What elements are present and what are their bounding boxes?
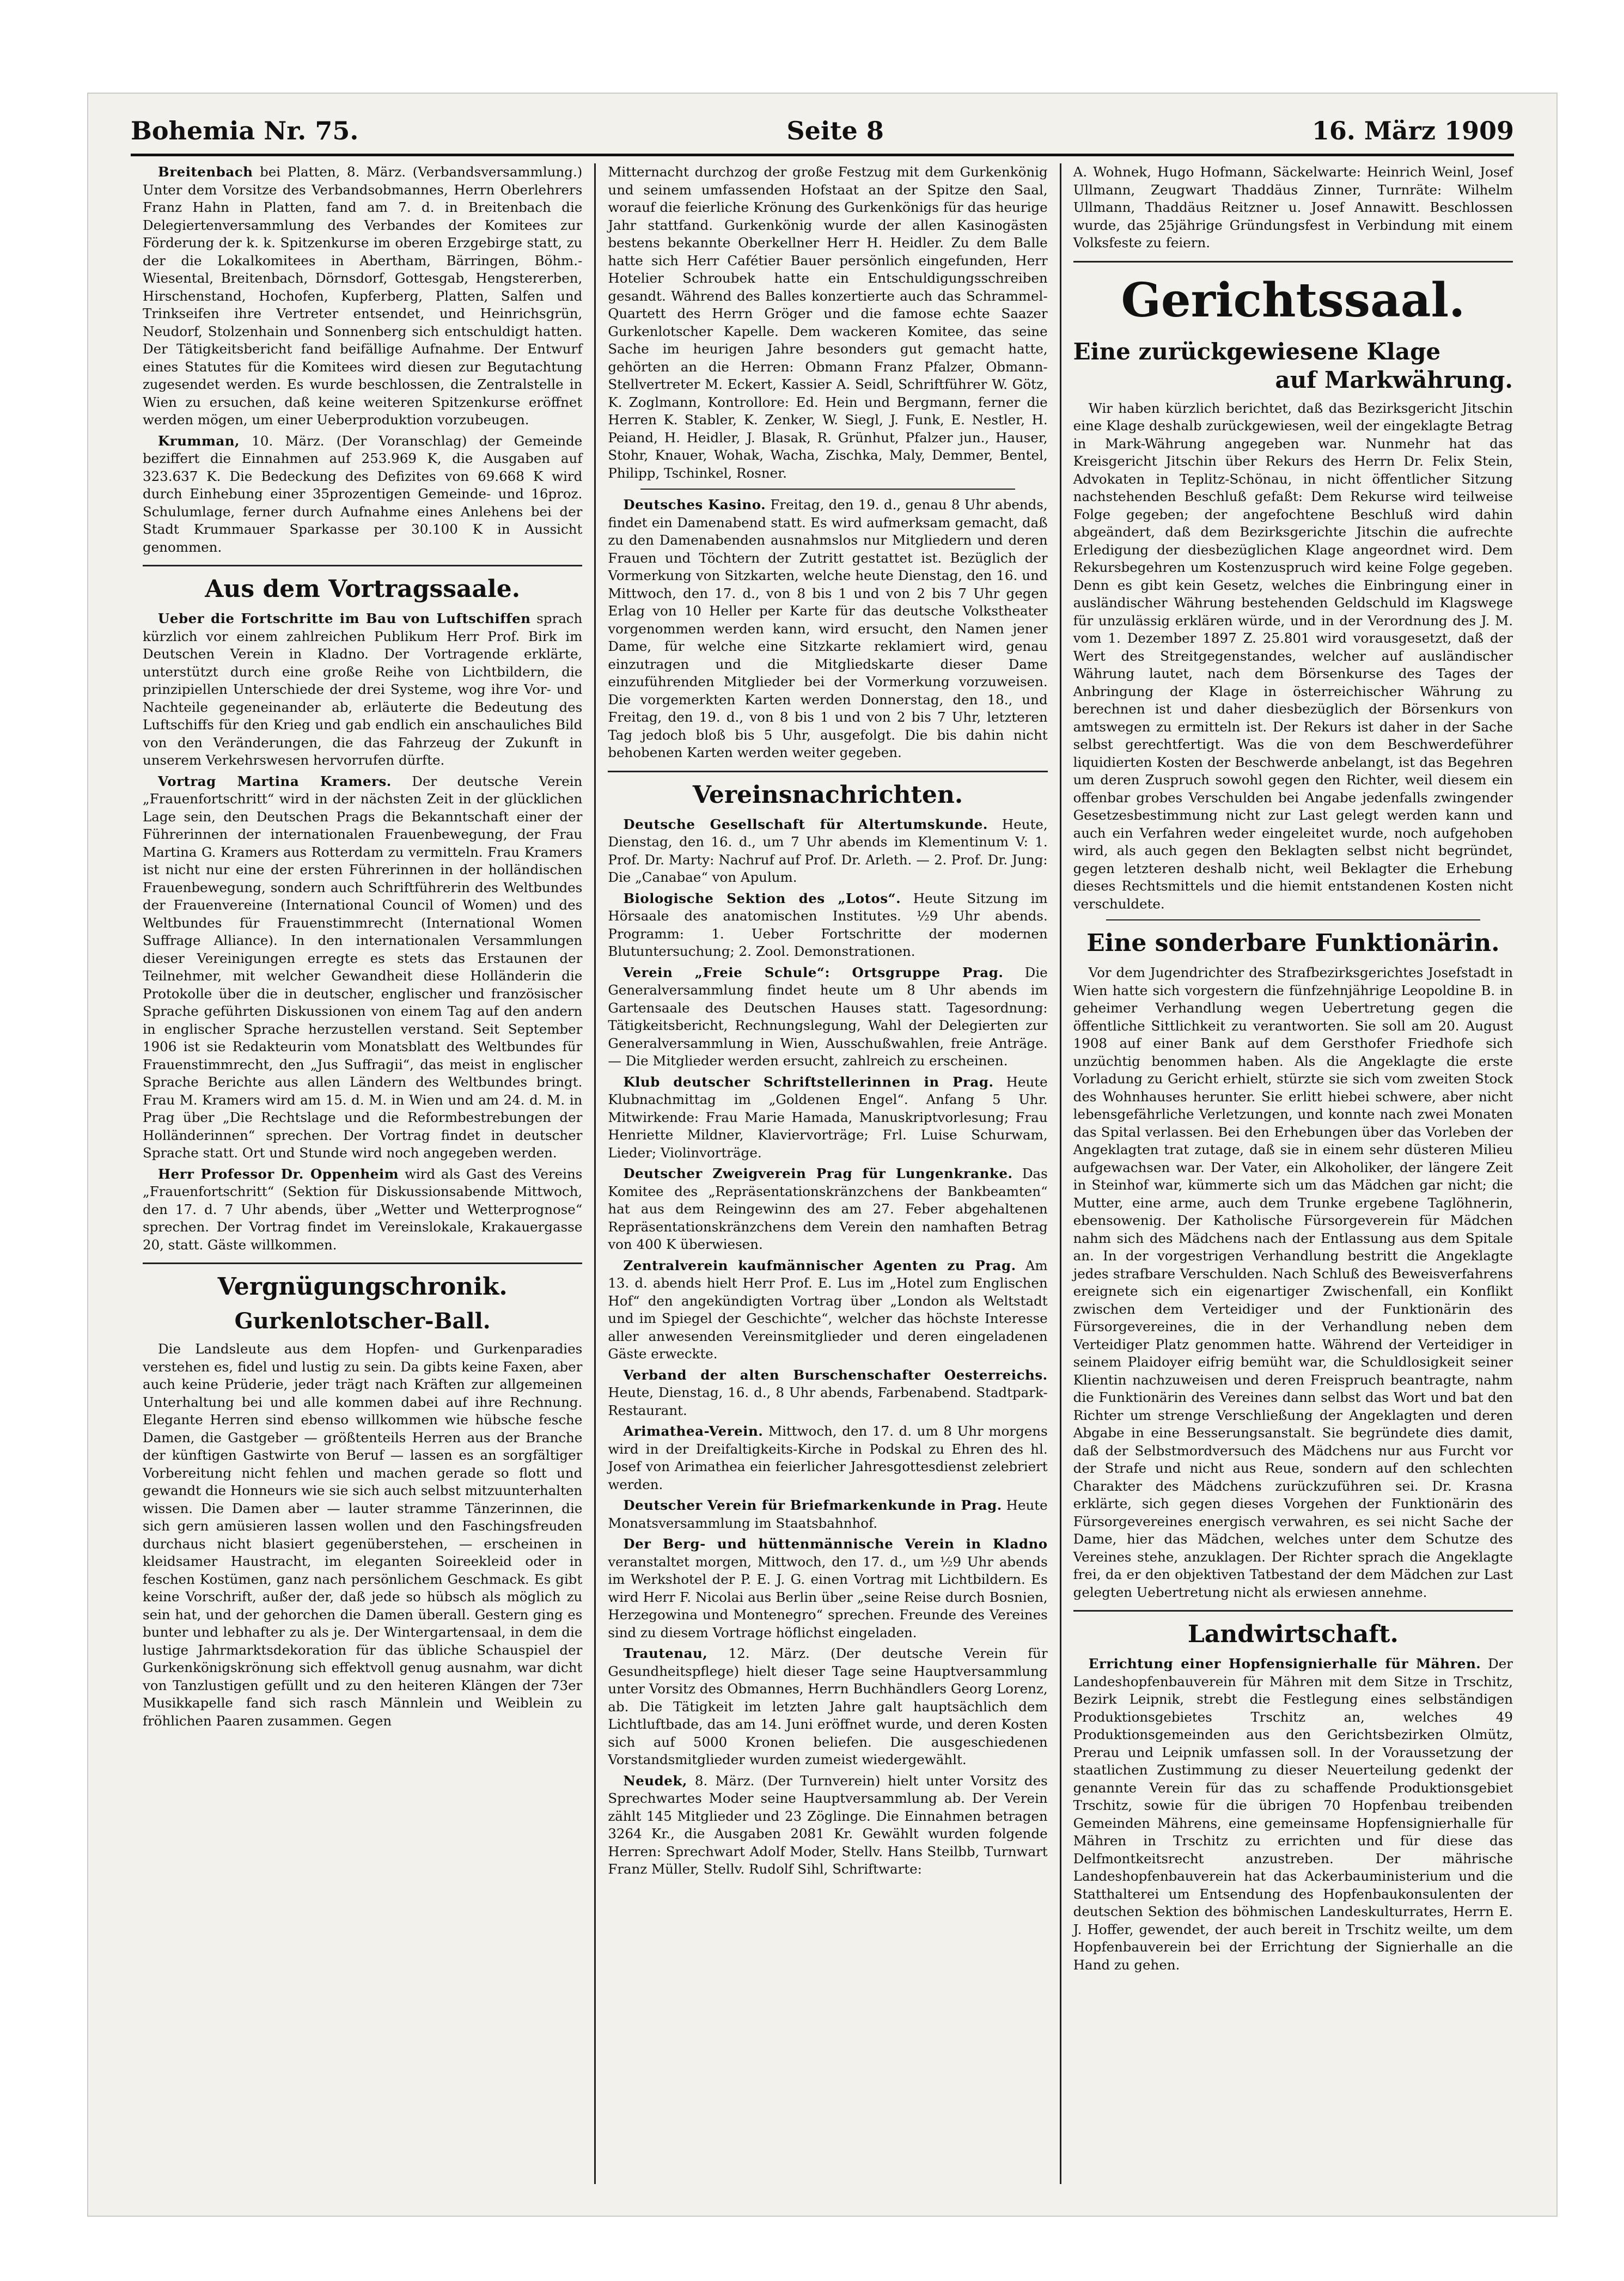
notice-lead: Neudek, xyxy=(623,1772,687,1789)
section-heading-gerichtssaal: Gerichtssaal. xyxy=(1121,272,1466,328)
notice-bergverein xyxy=(608,1535,1047,1642)
notice-text: Heute, Dienstag, den 16. d., um 7 Uhr abends im Klementinum V: 1. Prof. Dr. Marty: Nachruf auf Prof. Dr. Arleth. — 2. Prof. Dr. Jung: Die „Canabae“ von Apulum. xyxy=(608,816,1048,885)
column-3 xyxy=(1060,163,1525,2184)
notice-lead: Deutsche Gesellschaft für Altertumskunde. xyxy=(623,816,988,832)
notice-lungenkranke xyxy=(608,1165,1047,1254)
section-divider xyxy=(1073,1610,1513,1612)
subheading-klage-line1: Eine zurückgewiesene Klage xyxy=(1073,338,1441,365)
article-lead: Deutsches Kasino. xyxy=(623,497,766,513)
article-gurkenball: Die Landsleute aus dem Hopfen- und Gurkenparadies verstehen es, fidel und lustig zu sein. Da gibts keine Faxen, aber auch keine Prüderie, jeder trägt nach Kräften zur allgemeinen Unterhaltung bei und alle kommen dabei auf ihre Rechnung. Elegante Herren sind ebenso willkommen wie hübsche fesche Damen, die Gastgeber — größtenteils Herren aus der Branche der künftigen Gastwirte von Beruf — lassen es an sorgfältiger Vorbereitung nicht fehlen und machen gerade so flott und gewandt die Honneurs wie sie sich auch selbst mitzuunterhalten wissen. Die Damen aber — lauter stramme Tänzerinnen, die sich gern amüsieren lassen wollen und den Faschingsfreuden durchaus nicht blasiert gegenüberstehen, — erscheinen in kleidsamer Haustracht, im eleganten Soireekleid oder in feschen Kostümen, ganz nach persönlichem Geschmack. Es gibt keine Vorschrift, außer der, daß jede so hübsch als möglich zu sein hat, und der gehorchen die Damen überall. Gestern ging es bunter und lebhafter zu als je. Der Wintergartensaal, in dem die lustige Jahrmarktsdekoration für das übliche Schauspiel der Gurkenkönigskrönung sich effektvoll genug ausnahm, war dicht von Tanzlustigen gefüllt und zu den heiteren Klängen der 73er Musikkapelle fand sich rasch Männlein und Weiblein zu fröhlichen Paaren zusammen. Gegen xyxy=(143,1341,583,1729)
masthead-page-number: Seite 8 xyxy=(786,116,884,145)
article-lead: Breitenbach xyxy=(158,164,253,180)
subheading-gurkenball: Gurkenlotscher-Ball. xyxy=(234,1308,491,1334)
notice-text: 12. März. (Der deutsche Verein für Gesundheitspflege) hielt dieser Tage seine Hauptversammlung unter Vorsitz des Obmannes, Herrn Buchhändlers Georg Lorenz, ab. Die Tätigkeit im letzten Jahre galt hauptsächlich dem Lichtluftbade, das am 14. Juni eröffnet wurde, und deren Kosten sich auf 5000 Kronen beliefen. Die ausgeschiedenen Vorstandsmitglieder wurden zumeist wiedergewählt. xyxy=(608,1645,1048,1767)
section-divider xyxy=(143,565,582,566)
article-breitenbach xyxy=(143,163,582,429)
column-1 xyxy=(131,163,594,2184)
article-lead: Ueber die Fortschritte im Bau von Luftschiffen xyxy=(158,611,531,626)
masthead-rule xyxy=(131,154,1514,156)
article-klage: Wir haben kürzlich berichtet, daß das Bezirksgericht Jitschin eine Klage deshalb zurückgewiesen, weil der eingeklagte Betrag in Mark-Währung angegeben war. Nunmehr hat das Kreisgericht Jitschin über Rekurs des Herrn Dr. Felix Stein, Advokaten in Teplitz-Schönau, in nicht öffentlicher Sitzung nachstehenden Beschluß gefaßt: Dem Rekurse wird teilweise Folge gegeben; der angefochtene Beschluß wird dahin abgeändert, daß dem Bezirksgerichte Jitschin die aufrechte Erledigung der diesbezüglichen Klage angeordnet wird. Dem Rekursbegehren um Kostenzuspruch wird keine Folge gegeben. Denn es gibt kein Gesetz, welches die Einbringung einer in ausländischer Währung bestehenden Geldschuld im Klagswege für unzulässig erklären würde, und in der Verordnung des J. M. vom 1. Dezember 1897 Z. 25.801 wird vorausgesetzt, daß der Wert des Streitgegenstandes, welcher auf ausländischer Währung lautet, nach dem Börsenkurse des Tages der Anbringung der Klage in österreichischer Währung zu berechnen ist und daher diesbezüglich der Börsenkurs von amtswegen zu ermitteln ist. Der Rekurs ist daher in der Sache selbst gerechtfertigt. Was die von dem Beschwerdeführer liquidierten Kosten der Beschwerde anbelangt, ist das Begehren um deren Zuspruch sowohl gegen den Richter, weil diesem ein offenbar grobes Verschulden bei Angabe jedenfalls zwingender Gesetzesbestimmung nicht zur Last gelegt werden kann und auch ein Verfahren weder eingeleitet wurde, noch aufgehoben wird, als auch gegen den Beklagten selbst nicht begründet, gegen letzteren deshalb nicht, weil Beklagter die Erhebung dieses Rechtsmittels und die hiemit entstandenen Kosten nicht verschuldete. xyxy=(1073,400,1513,912)
article-gurkenball-cont: Mitternacht durchzog der große Festzug mit dem Gurkenkönig und seinem umfassenden Hofstaat an der Spitze den Saal, worauf die feierliche Krönung des Gurkenkönigs für das heurige Jahr stattfand. Gurkenkönig wurde der allen Kasinogästen bestens bekannte Oberkellner Herr H. Heidler. Zu dem Balle hatte sich Herr Cafétier Bauer persönlich eingefunden, Herr Hotelier Schroubek hatte ein Entschuldigungsschreiben gesandt. Während des Balles konzertierte auch das Schrammel-Quartett des Herrn Gröger und die famose echte Saazer Gurkenlotscher Kapelle. Dem wackeren Komitee, das seine Sache im heurigen Jahre besonders gut gemacht hatte, gehörten an die Herren: Obmann Franz Pfalzer, Obmann-Stellvertreter M. Eckert, Kassier A. Seidl, Schriftführer W. Götz, K. Zoglmann, Kontrollore: Ed. Hein und Bergmann, ferner die Herren K. Stabler, K. Zenker, W. Siegl, J. Funk, E. Nestler, H. Peiand, H. Heidler, J. Blasak, R. Grünhut, Pfalzer jun., Hauser, Stohr, Knauer, Wohak, Wacha, Zischka, Maly, Demmer, Bentel, Philipp, Tschinkel, Rosner. xyxy=(608,164,1048,481)
notice-lead: Biologische Sektion des „Lotos“. xyxy=(623,890,901,906)
notice-lead: Deutscher Verein für Briefmarkenkunde in Prag. xyxy=(623,1497,1002,1513)
article-hopfenhalle xyxy=(1073,1655,1513,1974)
notice-text: Heute Klubnachmittag im „Goldenen Engel“. Anfang 5 Uhr. Mitwirkende: Frau Marie Hamada, Manuskriptvorlesung; Frau Henriette Mildner, Klaviervorträge; Frl. Luise Schurwam, Lieder; Violinvorträge. xyxy=(608,1074,1048,1161)
article-lead: Errichtung einer Hopfensignierhalle für Mähren. xyxy=(1088,1656,1481,1672)
notice-text: Die Generalversammlung findet heute um 8 Uhr abends im Gartensaale des Deutschen Hauses statt. Tagesordnung: Tätigkeitsbericht, Rechnungslegung, Wahl der Delegierten zur Generalversammlung in Wien, Ausschußwahlen, freie Anträge. — Die Mitglieder werden ersucht, zahlreich zu erscheinen. xyxy=(608,964,1048,1069)
article-kramers xyxy=(143,773,582,1162)
article-divider xyxy=(1106,919,1480,920)
notice-lead: Arimathea-Verein. xyxy=(623,1423,764,1439)
notice-text: Das Komitee des „Repräsentationskränzchens der Bankbeamten“ hat aus dem Reingewinn des am 27. Feber abgehaltenen Repräsentationskränzchens dem Verein den namhaften Betrag von 400 K überwiesen. xyxy=(608,1166,1048,1252)
notice-text: Am 13. d. abends hielt Herr Prof. E. Lus im „Hotel zum Englischen Hof“ den angekündigten Vortrag über „London als Weltstadt und im Spiegel der Geschichte“, welcher das höchste Interesse aller anwesenden Vereinsmitglieder und deren eingeladenen Gäste erweckte. xyxy=(608,1257,1048,1362)
section-heading-vergnuegung: Vergnügungschronik. xyxy=(217,1273,508,1301)
notice-briefmarken xyxy=(608,1497,1047,1532)
notice-text: 8. März. (Der Turnverein) hielt unter Vorsitz des Sprechwartes Moder seine Hauptversammlung ab. Der Verein zählt 145 Mitglieder und 23 Zöglinge. Die Einnahmen betragen 3264 Kr., die Ausgaben 2081 Kr. Gewählt wurden folgende Herren: Sprechwart Adolf Moder, Stellv. Hans Steilbb, Turnwart Franz Müller, Stellv. Rudolf Sihl, Schriftwarte: xyxy=(608,1772,1048,1877)
masthead-issue: Bohemia Nr. 75. xyxy=(131,116,359,145)
notice-lead: Verband der alten Burschenschafter Oesterreichs. xyxy=(623,1367,1048,1383)
notice-arimathea xyxy=(608,1423,1047,1493)
article-text: sprach kürzlich vor einem zahlreichen Publikum Herr Prof. Birk im Deutschen Verein in Kladno. Der Vortragende erklärte, unterstützt durch eine große Reihe von Lichtbildern, die prinzipiellen Unterschiede der drei Systeme, wog ihre Vor- und Nachteile gegeneinander ab, erläuterte die Bedeutung des Luftschiffs für den Krieg und gab endlich ein anschauliches Bild von den Veränderungen, die das Fahrzeug der Zukunft in unserem Verkehrswesen hervorrufen dürfte. xyxy=(143,611,583,768)
section-heading-landwirtschaft: Landwirtschaft. xyxy=(1187,1620,1399,1648)
notice-lead: Klub deutscher Schriftstellerinnen in Prag. xyxy=(623,1074,994,1090)
article-funktionaerin: Vor dem Jugendrichter des Strafbezirksgerichtes Josefstadt in Wien hatte sich vorgestern die fünfzehnjährige Leopoldine B. in geheimer Verhandlung wegen Uebertretung gegen die öffentliche Sittlichkeit zu verantworten. Sie soll am 20. August 1908 auf einer Bank auf dem Gersthofer Friedhofe sich unzüchtig benommen haben. Als die Angeklagte die erste Vorladung zu Gericht erhielt, stürzte sie sich vom zweiten Stock des Wohnhauses herunter. Sie erlitt hiebei schwere, aber nicht lebensgefährliche Verletzungen, und konnte nach zwei Monaten das Spital verlassen. Bei den Erhebungen über das Vorleben der Angeklagten trat zutage, daß sie in einem sehr düsteren Milieu aufgewachsen war. Der Vater, ein Alkoholiker, der längere Zeit in Steinhof war, kümmerte sich um das Mädchen gar nicht; die Mutter, eine arme, auch dem Trunke ergebene Taglöhnerin, ebensowenig. Der Katholische Fürsorgeverein für Mädchen nahm sich des Mädchens nach der Entlassung aus dem Spitale an. In der vorgestrigen Verhandlung bestritt die Angeklagte jedes strafbare Verschulden. Nach Schluß des Beweisverfahrens ereignete sich ein eigenartiger Zwischenfall, ein Konflikt zwischen dem Verteidiger und der Funktionärin des Fürsorgevereines, die in der Verhandlung neben dem Verteidiger Platz genommen hatte. Während der Verteidiger in seinem Plaidoyer eifrig bemüht war, die Schuldlosigkeit seiner Klientin nachzuweisen und deren Freispruch beantragte, nahm die Funktionärin des Vereines dann selbst das Wort und bat den Richter um strenge Verschließung der Angeklagten und deren Abgabe in eine Besserungsanstalt. Sie begründete dies damit, daß der Selbstmordversuch des Mädchens nur aus Furcht vor der Strafe und nicht aus Reue, sondern auf den schlechten Charakter des Mädchens zurückzuführen sei. Dr. Krasna erklärte, sich gegen dieses Vorgehen der Funktionärin des Fürsorgevereines energisch verwahren, es sei nicht Sache der Dame, hier das Mädchen, welches unter dem Schutze des Vereines stehe, anzuklagen. Der Richter sprach die Angeklagte frei, da er den objektiven Tatbestand der dem Mädchen zur Last gelegten Uebertretung nicht als erwiesen annehme. xyxy=(1073,965,1513,1600)
notice-text: Heute, Dienstag, 16. d., 8 Uhr abends, Farbenabend. Stadtpark-Restaurant. xyxy=(608,1385,1048,1418)
article-krumman xyxy=(143,432,582,557)
notice-text: Mittwoch, den 17. d. um 8 Uhr morgens wird in der Dreifaltigkeits-Kirche in Podskal zu Ehren des hl. Josef von Arimathea ein feierlicher Jahresgottesdienst zelebriert werden. xyxy=(608,1423,1048,1492)
article-text: wird als Gast des Vereins „Frauenfortschritt“ (Sektion für Diskussionsabende Mittwoch, den 17. d. 7 Uhr abends, über „Wetter und Wetterprognose“ sprechen. Der Vortrag findet im Vereinslokale, Krakauergasse 20, statt. Gäste willkommen. xyxy=(143,1166,583,1253)
article-divider xyxy=(640,489,1015,490)
section-heading-verein: Vereinsnachrichten. xyxy=(692,780,963,809)
article-lead: Vortrag Martina Kramers. xyxy=(158,773,392,789)
article-text: bei Platten, 8. März. (Verbandsversammlung.) Unter dem Vorsitze des Verbandsobmannes, Herrn Oberlehrers Franz Hahn in Platten, fand am 7. d. in Breitenbach die Delegiertenversammlung des Verbandes der Komitees zur Förderung der k. k. Spitzenkurse im oberen Erzgebirge statt, zu der die Lokalkomitees in Abertham, Bärringen, Böhm.-Wiesental, Breitenbach, Dörnsdorf, Gottesgab, Hengstererben, Hirschenstand, Hochofen, Kupferberg, Platten, Salfen und Trinkseifen ihre Vertreter entsendet, und Heinrichsgrün, Neudorf, Stolzenhain und Sonnenberg sich entschuldigt hatten. Der Tätigkeitsbericht fand beifällige Aufnahme. Der Entwurf eines Statutes für die Komitees wird diesen zur Begutachtung zugesendet werden. Es wurde beschlossen, die Zentralstelle in Wien zu ersuchen, daß keine weiteren Spitzenkurse eröffnet werden mögen, um einer Ueberproduktion vorzubeugen. xyxy=(143,164,583,428)
article-oppenheim xyxy=(143,1166,582,1254)
section-divider xyxy=(1073,261,1513,263)
subheading-funktionaerin: Eine sonderbare Funktionärin. xyxy=(1086,929,1500,957)
subheading-klage-line2: auf Markwährung. xyxy=(1275,366,1513,393)
notice-text: veranstaltet morgen, Mittwoch, den 17. d., um ½9 Uhr abends im Werkshotel der P. E. J. G. einen Vortrag mit Lichtbildern. Es wird Herr F. Nicolai aus Berlin über „seine Reise durch Bosnien, Herzegowina und Montenegro“ sprechen. Freunde des Vereines sind zu diesem Vortrage höflichst eingeladen. xyxy=(608,1553,1048,1640)
notice-lead: Verein „Freie Schule“: Ortsgruppe Prag. xyxy=(623,964,1004,980)
notice-lead: Der Berg- und hüttenmännische Verein in Kladno xyxy=(623,1536,1048,1552)
notice-lead: Deutscher Zweigverein Prag für Lungenkranke. xyxy=(623,1166,1013,1181)
notice-lead: Zentralverein kaufmännischer Agenten zu Prag. xyxy=(623,1257,1016,1273)
column-2 xyxy=(594,163,1059,2184)
notice-agenten xyxy=(608,1257,1047,1363)
newspaper-page xyxy=(87,93,1558,2217)
notice-neudek xyxy=(608,1772,1047,1879)
notice-text: Heute Sitzung im Hörsaale des anatomischen Institutes. ½9 Uhr abends. Programm: 1. Ueber Fortschritte der modernen Blutuntersuchung; 2. Zool. Demonstrationen. xyxy=(608,890,1048,959)
columns xyxy=(131,163,1525,2184)
notice-neudek-cont: A. Wohnek, Hugo Hofmann, Säckelwarte: Heinrich Weinl, Josef Ullmann, Zeugwart Thaddäus Zinner, Turnräte: Wilhelm Ullmann, Thaddäus Reitzner u. Josef Annawitt. Beschlossen wurde, das 25jährige Gründungsfest in Verbindung mit einem Volksfeste zu feiern. xyxy=(1073,164,1513,251)
article-lead: Herr Professor Dr. Oppenheim xyxy=(158,1166,399,1182)
article-luftschiffe xyxy=(143,610,582,770)
section-divider xyxy=(608,771,1047,772)
article-text: 10. März. (Der Voranschlag) der Gemeinde beziffert die Einnahmen auf 253.969 K, die Ausgaben auf 323.637 K. Die Bedeckung des Defizites von 69.668 K wird durch Einhebung einer 35prozentigen Gemeinde- und 16proz. Schulumlage, ferner durch Aufnahme eines Anlehens bei der Stadt Krummauer Sparkasse per 30.100 K in Aussicht genommen. xyxy=(143,432,583,555)
section-heading-vortragssaal: Aus dem Vortragssaale. xyxy=(205,575,521,603)
section-divider xyxy=(143,1263,582,1264)
notice-lead: Trautenau, xyxy=(623,1645,708,1661)
masthead xyxy=(131,109,1514,153)
notice-altertumskunde xyxy=(608,816,1047,887)
article-lead: Krumman, xyxy=(158,432,240,449)
notice-lotos xyxy=(608,890,1047,961)
notice-text: Heute Monatsversammlung im Staatsbahnhof. xyxy=(608,1497,1048,1531)
masthead-date: 16. März 1909 xyxy=(1311,116,1514,145)
notice-burschenschafter xyxy=(608,1367,1047,1420)
article-kasino xyxy=(608,496,1047,762)
notice-schriftstellerinnen xyxy=(608,1074,1047,1162)
article-text: Der Landeshopfenbauverein für Mähren mit dem Sitze in Trschitz, Bezirk Leipnik, strebt die Festlegung eines selbständigen Produktionsgebietes Trschitz an, welches 49 Produktionsgemeinden aus den Gerichtsbezirken Olmütz, Prerau und Leipnik umfassen soll. In der Voraussetzung der staatlichen Zustimmung zu dieser Neuerteilung gedenkt der genannte Verein für das zu schaffende Produktionsgebiet Trschitz, sowie für die übrigen 70 Hopfenbau treibenden Gemeinden Mährens, eine gemeinsame Hopfensignierhalle für Mähren in Trschitz zu errichten und für diese das Delfmontkeitsrecht anzustreben. Der mährische Landeshopfenbauverein hat das Ackerbauministerium und die Statthalterei um Entsendung des Hopfenbaukonsulenten der deutschen Sektion des böhmischen Landeskulturrates, Herrn E. J. Hoffer, gewendet, der auch bereit in Trschitz weilte, um dem Hopfenbauverein bei der Errichtung der Signierhalle an die Hand zu gehen. xyxy=(1073,1656,1513,1973)
article-text: Freitag, den 19. d., genau 8 Uhr abends, findet ein Damenabend statt. Es wird aufmerksam gemacht, daß zu den Damenabenden ausnahmslos nur Mitgliedern und deren Frauen und Töchtern der Zutritt gestattet ist. Bezüglich der Vormerkung von Sitzkarten, welche heute Dienstag, den 16. und Mittwoch, den 17. d., von 8 bis 1 und von 2 bis 7 Uhr gegen Erlag von 10 Heller per Karte für das deutsche Volkstheater vorgenommen werden kann, wird ersucht, den Namen jener Dame, für welche eine Sitzkarte reklamiert wird, genau einzutragen und die Mitgliedskarte dieser Dame einzuführenden Mitglieder bei der Vormerkung vorzuweisen. Die vorgemerkten Karten werden Donnerstag, den 18., und Freitag, den 19. d., von 8 bis 1 und von 2 bis 7 Uhr, letzteren Tag jedoch bloß bis 5 Uhr, ausgefolgt. Die bis dahin nicht behobenen Karten werden weiter gegeben. xyxy=(608,497,1048,760)
notice-trautenau xyxy=(608,1645,1047,1769)
article-text: Der deutsche Verein „Frauenfortschritt“ wird in der nächsten Zeit in der glücklichen Lage sein, den Deutschen Prags die Bekanntschaft einer der Führerinnen der internationalen Frauenbewegung, der Frau Martina G. Kramers aus Rotterdam zu vermitteln. Frau Kramers ist nicht nur eine der ersten Führerinnen in der holländischen Frauenbewegung, sondern auch Schriftführerin des Weltbundes der Frauenvereine (International Council of Women) und des Weltbundes für Frauenstimmrecht (International Women Suffrage Alliance). In den internationalen Versammlungen dieser Vereinigungen erregte es stets das Erstaunen der Teilnehmer, mit welcher Gewandheit diese Holländerin die Protokolle über die in deutscher, englischer und französischer Sprache geführten Diskussionen von einem Tag auf den andern in englischer Sprache herzustellen verstand. Seit September 1906 ist sie Redakteurin vom Monatsblatt des Weltbundes für Frauenstimmrecht, den „Jus Suffragii“, das meist in englischer Sprache Berichte aus allen Ländern des Weltbundes bringt. Frau M. Kramers wird am 15. d. M. in Wien und am 24. d. M. in Prag über „Die Rechtslage und die Reformbestrebungen der Holländerinnen“ sprechen. Der Vortrag findet in deutscher Sprache statt. Ort und Stunde wird noch angegeben werden. xyxy=(143,773,583,1161)
notice-freie-schule xyxy=(608,964,1047,1070)
